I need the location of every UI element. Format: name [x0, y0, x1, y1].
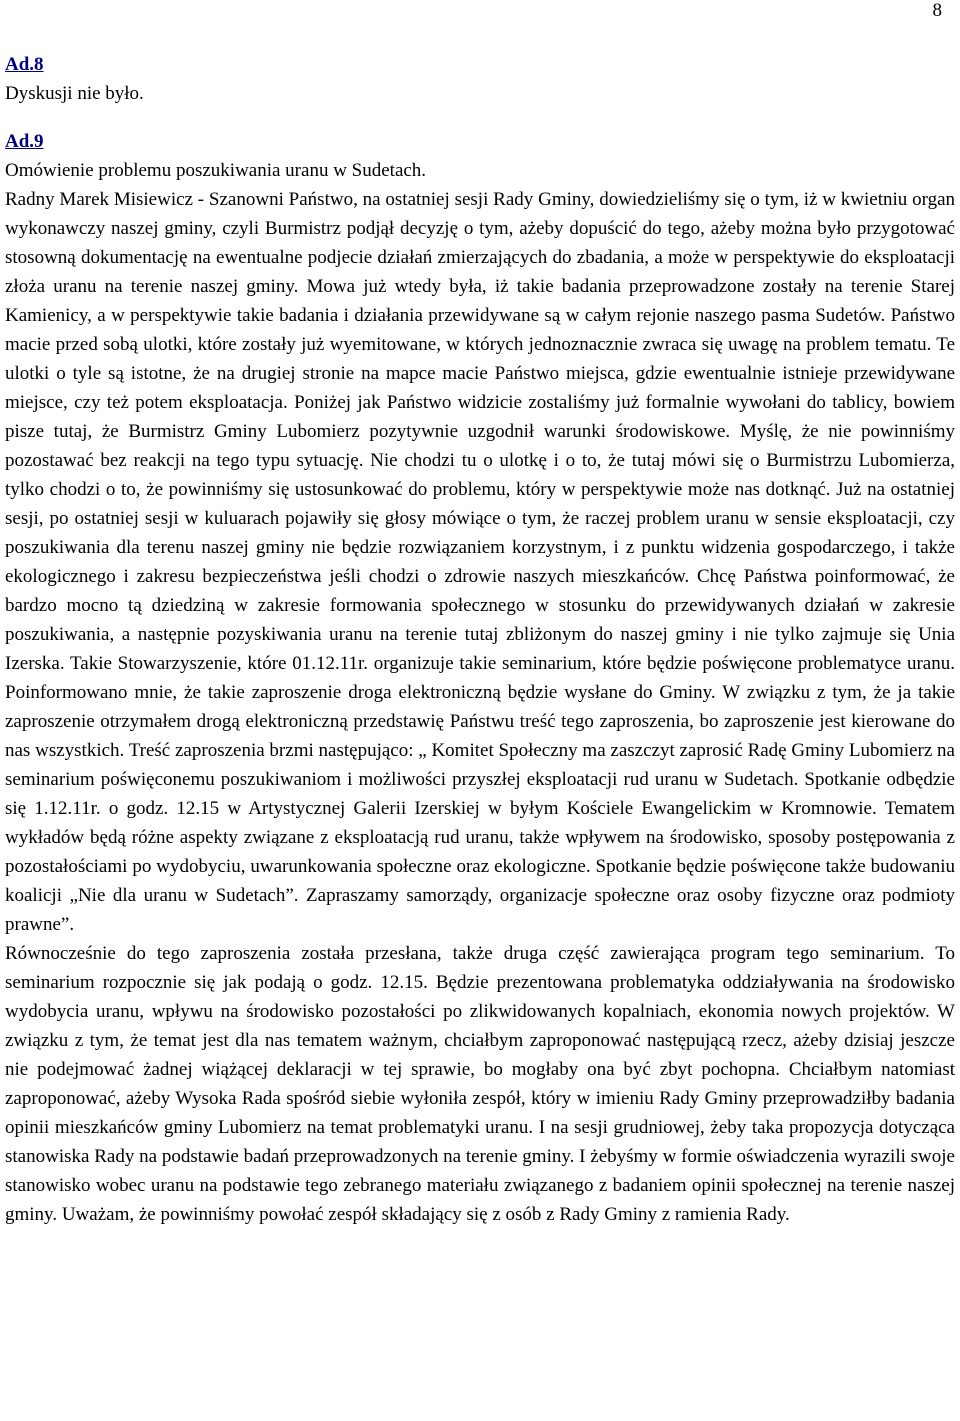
document-content — [5, 50, 955, 1229]
section-8-heading: Ad.8 — [5, 54, 44, 75]
section-9-heading: Ad.9 — [5, 131, 44, 152]
section-8-text: Dyskusji nie było. — [5, 83, 144, 104]
section-9-paragraph-1: Radny Marek Misiewicz - Szanowni Państwo, na ostatniej sesji Rady Gminy, dowiedzieliśmy się o tym, iż w kwietniu organ wykonawczy naszej gminy, czyli Burmistrz podjął decyzję o tym, ażeby dopuścić do tego, ażeby można było przygotować stosowną dokumentację na ewentualne podjecie działań zmierzających do zbadania, a może w perspektywie do eksploatacji złoża uranu na terenie naszej gminy. Mowa już wtedy była, iż takie badania przeprowadzone zostały na terenie Starej Kamienicy, a w perspektywie takie badania i działania przewidywane są w całym rejonie naszego pasma Sudetów. Państwo macie przed sobą ulotki, które zostały już wyemitowane, w których jednoznacznie zwraca się uwagę na problem tematu. Te ulotki o tyle są istotne, że na drugiej stronie na mapce macie Państwo miejsca, gdzie ewentualnie istnieje przewidywane miejsce, czy też potem eksploatacja. Poniżej jak Państwo widzicie zostaliśmy już formalnie wywołani do tablicy, bowiem pisze tutaj, że Burmistrz Gminy Lubomierz pozytywnie uzgodnił warunki środowiskowe. Myślę, że nie powinniśmy pozostawać bez reakcji na tego typu sytuację. Nie chodzi tu o ulotkę i o to, że tutaj mówi się o Burmistrzu Lubomierza, tylko chodzi o to, że powinniśmy się ustosunkować do problemu, który w perspektywie może nas dotknąć. Już na ostatniej sesji, po ostatniej sesji w kuluarach pojawiły się głosy mówiące o tym, że raczej problem uranu w sensie eksploatacji, czy poszukiwania dla terenu naszej gminy nie będzie rozwiązaniem korzystnym, i z punktu widzenia gospodarczego, i także ekologicznego i zakresu bezpieczeństwa jeśli chodzi o zdrowie naszych mieszkańców. Chcę Państwa poinformować, że bardzo mocno tą dziedziną w zakresie formowania społecznego w stosunku do przewidywanych działań w zakresie poszukiwania, a następnie pozyskiwania uranu na terenie tutaj zbliżonym do naszej gminy i nie tylko zajmuje się Unia Izerska. Takie Stowarzyszenie, które 01.12.11r. organizuje takie seminarium, które będzie poświęcone problematyce uranu. Poinformowano mnie, że takie zaproszenie droga elektroniczną będzie wysłane do Gminy. W związku z tym, że ja takie zaproszenie otrzymałem drogą elektroniczną przedstawię Państwu treść tego zaproszenia, bo zaproszenie jest kierowane do nas wszystkich. Treść zaproszenia brzmi następująco: „ Komitet Społeczny ma zaszczyt zaprosić Radę Gminy Lubomierz na seminarium poświęconemu poszukiwaniom i możliwości przyszłej eksploatacji rud uranu w Sudetach. Spotkanie odbędzie się 1.12.11r. o godz. 12.15 w Artystycznej Galerii Izerskiej w byłym Kościele Ewangelickim w Kromnowie. Tematem wykładów będą różne aspekty związane z eksploatacją rud uranu, także wpływem na środowisko, sposoby postępowania z pozostałościami po wydobyciu, uwarunkowania społeczne oraz ekologiczne. Spotkanie będzie poświęcone także budowaniu koalicji „Nie dla uranu w Sudetach”. Zapraszamy samorządy, organizacje społeczne oraz osoby fizyczne oraz podmioty prawne”. — [5, 189, 955, 935]
spacer — [5, 108, 955, 127]
section-9-title: Omówienie problemu poszukiwania uranu w Sudetach. — [5, 160, 427, 181]
page-number: 8 — [932, 0, 942, 21]
section-9-paragraph-2: Równocześnie do tego zaproszenia została przesłana, także druga część zawierająca program tego seminarium. To seminarium rozpocznie się jak podają o godz. 12.15. Będzie prezentowana problematyka oddziaływania na środowisko wydobycia uranu, wpływu na środowisko pozostałości po zlikwidowanych kopalniach, ekonomia nowych projektów. W związku z tym, że temat jest dla nas tematem ważnym, chciałbym zaproponować następującą rzecz, ażeby dzisiaj jeszcze nie podejmować żadnej wiążącej deklaracji w tej sprawie, bo mogłaby ona być zbyt pochopna. Chciałbym natomiast zaproponować, ażeby Wysoka Rada spośród siebie wyłoniła zespół, który w imieniu Rady Gminy przeprowadziłby badania opinii mieszkańców gminy Lubomierz na temat problematyki uranu. I na sesji grudniowej, żeby taka propozycja dotycząca stanowiska Rady na podstawie badań przeprowadzonych na terenie gminy. I żebyśmy w formie oświadczenia wyrazili swoje stanowisko wobec uranu na podstawie tego zebranego materiału związanego z badaniem opinii społecznej na terenie naszej gminy. Uważam, że powinniśmy powołać zespół składający się z osób z Rady Gminy z ramienia Rady. — [5, 943, 955, 1225]
